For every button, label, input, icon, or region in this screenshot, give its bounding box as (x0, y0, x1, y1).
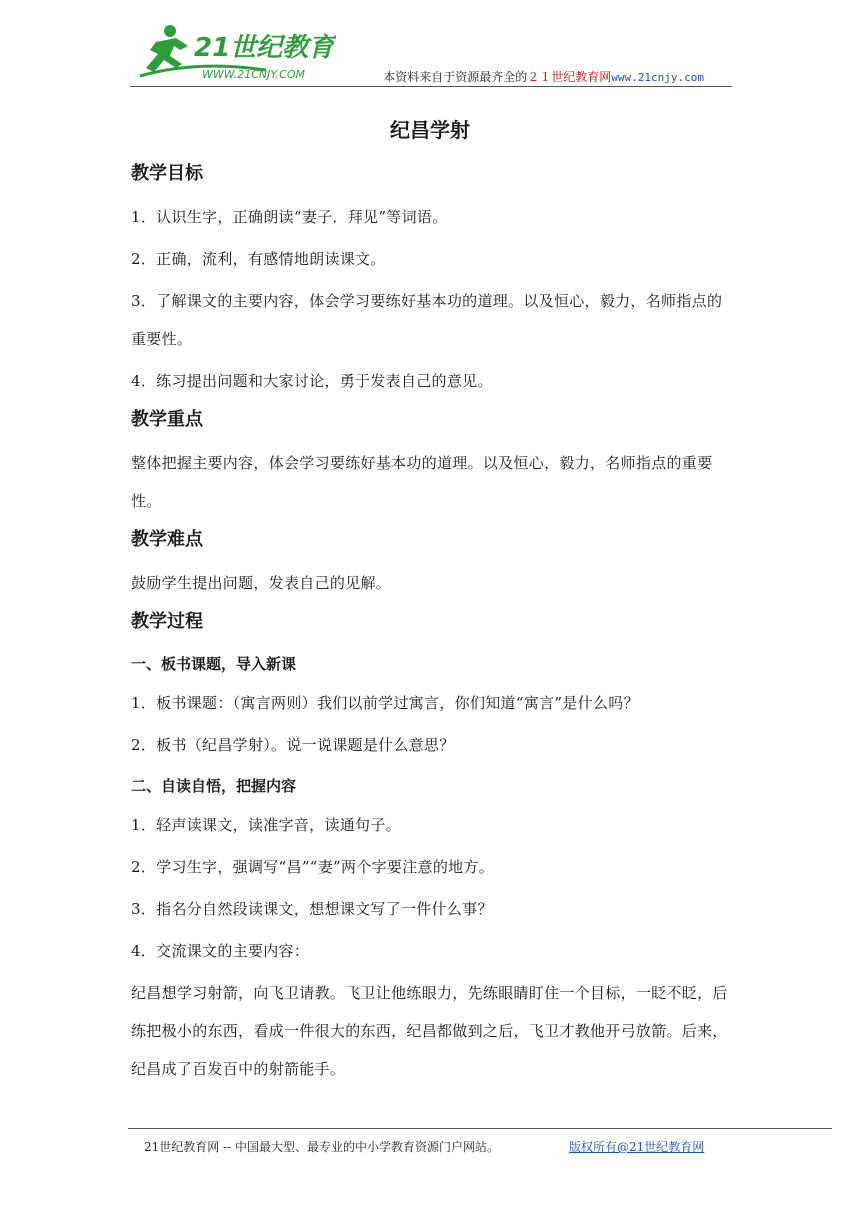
header-source-brand: ２１世纪教育网 (527, 70, 612, 84)
page-title: 纪昌学射 (390, 118, 470, 142)
logo-text: 21世纪教育 (194, 33, 335, 63)
process-part2-item-3: 3．指名分自然段读课文，想想课文写了一件什么事？ (131, 900, 493, 918)
page-footer (128, 1128, 832, 1159)
section-heading-difficulty: 教学难点 (131, 529, 203, 550)
process-part2-item-2: 2．学习生字，强调写“昌”“妻”两个字要注意的地方。 (131, 858, 495, 876)
goal-item-3: 3．了解课文的主要内容，体会学习要练好基本功的道理。以及恒心，毅力，名师指点的重要性。 (131, 292, 723, 348)
section-heading-key-point: 教学重点 (131, 409, 203, 430)
goal-item-4: 4．练习提出问题和大家讨论，勇于发表自己的意见。 (131, 372, 493, 390)
page-header (130, 18, 732, 87)
goal-item-1: 1．认识生字，正确朗读“妻子．拜见”等词语。 (131, 208, 448, 226)
goal-item-2: 2．正确，流利，有感情地朗读课文。 (131, 250, 386, 268)
logo-url: WWW.21CNJY.COM (202, 68, 306, 81)
header-source-prefix: 本资料来自于资源最齐全的 (383, 70, 528, 84)
document-body (131, 158, 731, 1092)
process-part1-item-1: 1．板书课题：（寓言两则）我们以前学过寓言，你们知道“寓言”是什么吗？ (131, 694, 639, 712)
process-part2-title: 二、自读自悟，把握内容 (131, 777, 297, 795)
process-part2-item-4: 4．交流课文的主要内容： (131, 942, 310, 960)
logo-icon (136, 20, 336, 82)
process-part1-item-2: 2．板书（纪昌学射）。说一说课题是什么意思？ (131, 736, 455, 754)
header-source-url[interactable]: www.21cnjy.com (611, 71, 704, 84)
header-source (383, 68, 704, 85)
key-point-text: 整体把握主要内容，体会学习要练好基本功的道理。以及恒心，毅力，名师指点的重要性。 (131, 454, 713, 510)
process-part2-item-1: 1．轻声读课文，读准字音，读通句子。 (131, 816, 401, 834)
section-heading-goals: 教学目标 (131, 163, 203, 184)
footer-copyright-link[interactable]: 版权所有@21世纪教育网 (569, 1140, 705, 1154)
footer-tagline: 21世纪教育网 -- 中国最大型、最专业的中小学教育资源门户网站。 (144, 1140, 500, 1154)
difficulty-text: 鼓励学生提出问题，发表自己的见解。 (131, 574, 392, 592)
process-part1-title: 一、板书课题，导入新课 (131, 655, 297, 673)
process-summary: 纪昌想学习射箭，向飞卫请教。飞卫让他练眼力，先练眼睛盯住一个目标，一眨不眨，后练把极小的东西，看成一件很大的东西，纪昌都做到之后，飞卫才教他开弓放箭。后来，纪昌成了百发百中的射箭能手。 (131, 984, 728, 1078)
section-heading-process: 教学过程 (131, 611, 203, 632)
